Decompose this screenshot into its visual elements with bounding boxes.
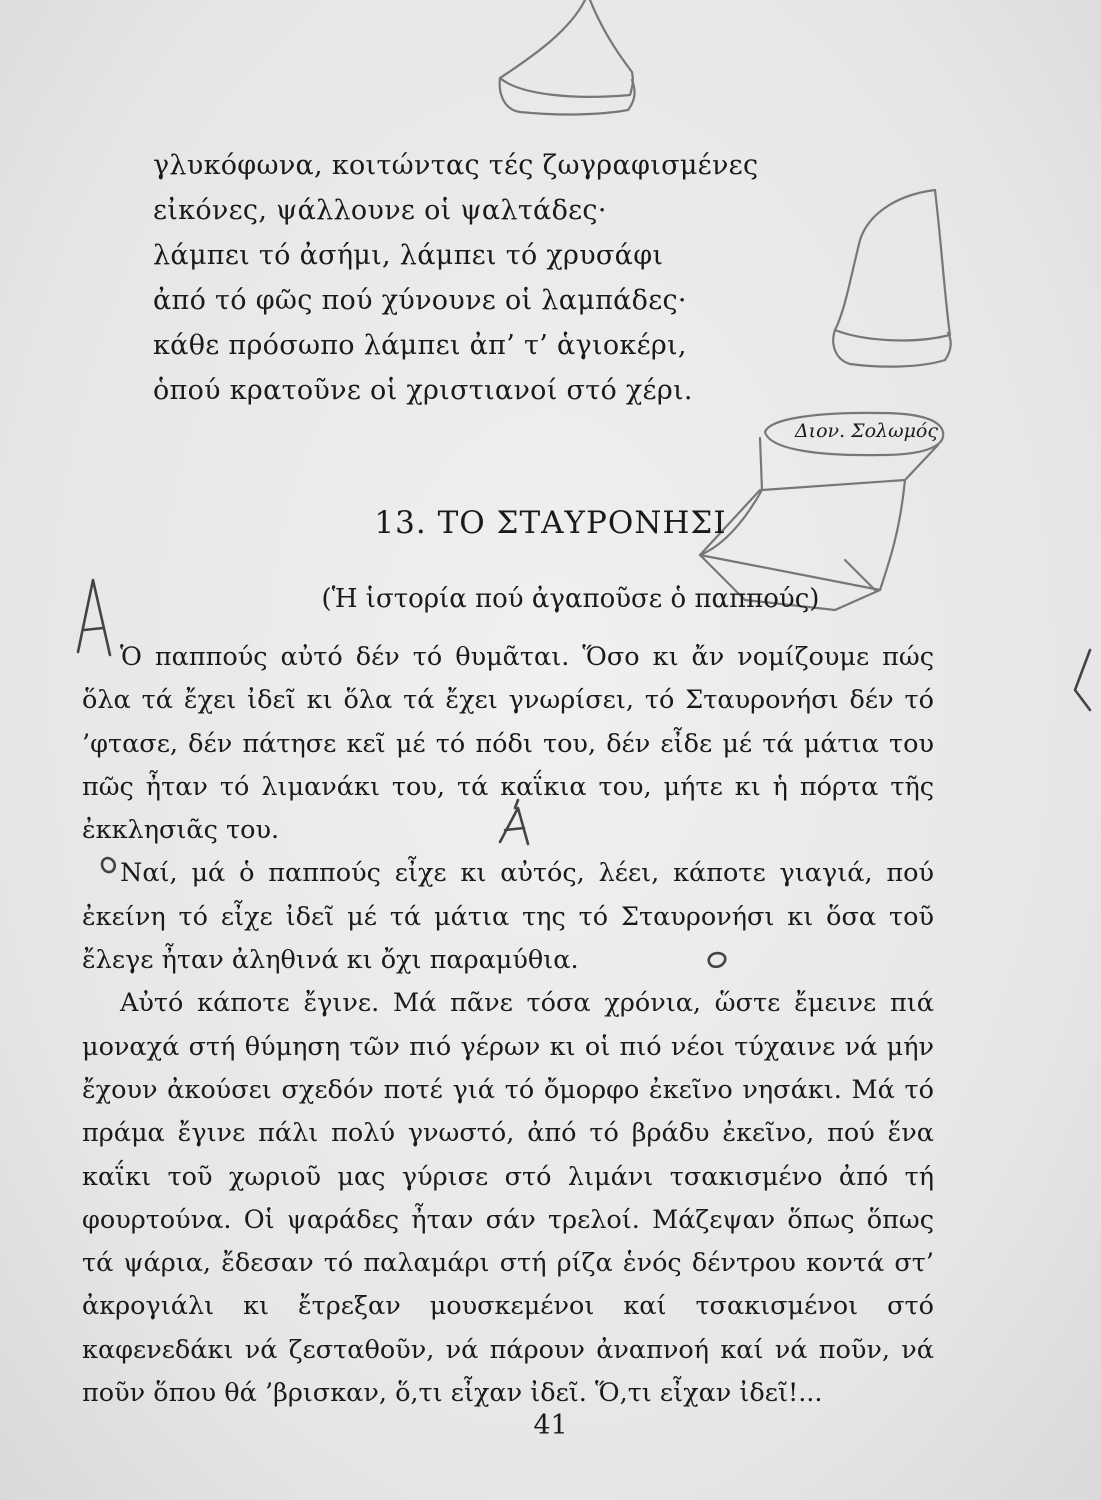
chapter-body	[82, 636, 934, 1415]
chapter-subtitle: (Ἡ ἱστορία πού ἀγαποῦσε ὁ παππούς)	[321, 584, 820, 614]
paragraph: Αὐτό κάποτε ἔγινε. Μά πᾶνε τόσα χρόνια, ὥστε ἔμεινε πιά μοναχά στή θύμηση τῶν πιό γέρων κι οἱ πιό νέοι τύχαινε νά μήν ἔχουν ἀκούσει σχεδόν ποτέ γιά τό ὄμορφο ἐκεῖνο νησάκι. Μά τό πράμα ἔγινε πάλι πολύ γνωστό, ἀπό τό βράδυ ἐκεῖνο, πού ἕνα καΐκι τοῦ χωριοῦ μας γύρισε στό λιμάνι τσακισμένο ἀπό τή φουρτούνα. Οἱ ψαράδες ἦταν σάν τρελοί. Μάζεψαν ὅπως ὅπως τά ψάρια, ἔδεσαν τό παλαμάρι στή ρίζα ἑνός δέντρου κοντά στ’ ἀκρογιάλι κι ἔτρεξαν μουσκεμένοι καί τσακισμένοι στό καφενεδάκι νά ζεσταθοῦν, νά πάρουν ἀναπνοή καί νά ποῦν, νά ποῦν ὅπου θά ’βρισκαν, ὅ,τι εἶχαν ἰδεῖ. Ὅ,τι εἶχαν ἰδεῖ!...	[82, 988, 934, 1409]
bell-sketch-top	[500, 0, 633, 97]
poem-excerpt	[153, 143, 793, 413]
bell-sketch-right	[835, 190, 950, 340]
page-number: 41	[533, 1410, 568, 1441]
poem-line: κάθε πρόσωπο λάμπει ἀπ’ τ’ ἁγιοκέρι,	[153, 330, 687, 361]
poem-line: ὁπού κρατοῦνε οἱ χριστιανοί στό χέρι.	[153, 375, 693, 406]
box-sketch	[760, 438, 938, 490]
paragraph: Ναί, μά ὁ παππούς εἶχε κι αὐτός, λέει, κάποτε γιαγιά, πού ἐκείνη τό εἶχε ἰδεῖ μέ τά μάτια της τό Σταυρονήσι κι ὅσα τοῦ ἔλεγε ἦταν ἀληθινά κι ὄχι παραμύθια.	[82, 858, 934, 976]
poem-attribution: Διον. Σολωμός	[794, 420, 938, 442]
poem-line: ἀπό τό φῶς πού χύνουνε οἱ λαμπάδες·	[153, 285, 687, 316]
chapter-title: 13. ΤΟ ΣΤΑΥΡΟΝΗΣΙ	[374, 505, 727, 541]
poem-line: εἰκόνες, ψάλλουνε οἱ ψαλτάδες·	[153, 195, 607, 226]
poem-line: γλυκόφωνα, κοιτώντας τές ζωγραφισμένες	[153, 150, 759, 181]
poem-line: λάμπει τό ἀσήμι, λάμπει τό χρυσάφι	[153, 240, 664, 271]
paragraph: Ὁ παππούς αὐτό δέν τό θυμᾶται. Ὅσο κι ἄν νομίζουμε πώς ὅλα τά ἔχει ἰδεῖ κι ὅλα τά ἔχει γνωρίσει, τό Σταυρονήσι δέν τό ’φτασε, δέν πάτησε κεῖ μέ τό πόδι του, δέν εἶδε μέ τά μάτια του πῶς ἦταν τό λιμανάκι του, τά καΐκια του, μήτε κι ἡ πόρτα τῆς ἐκκλησιᾶς του.	[82, 642, 934, 846]
